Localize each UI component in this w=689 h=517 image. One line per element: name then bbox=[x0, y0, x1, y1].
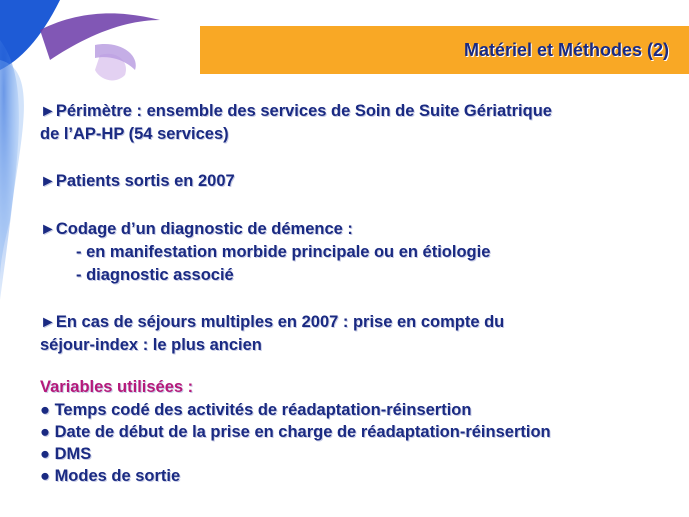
sejours-line-1 bbox=[40, 313, 504, 332]
sejours-text-1: En cas de séjours multiples en 2007 : prise en compte du bbox=[55, 313, 505, 331]
list-item bbox=[40, 423, 551, 442]
arrow-icon: ► bbox=[40, 173, 56, 190]
perimetre-text-1: Périmètre : ensemble des services de Soin de Suite Gériatrique bbox=[55, 102, 552, 120]
perimetre-line-1 bbox=[40, 102, 552, 121]
sejours-line-2: séjour-index : le plus ancien bbox=[40, 336, 262, 354]
bullet-icon: ● bbox=[40, 445, 50, 463]
list-item bbox=[40, 445, 91, 464]
perimetre-line-2: de l’AP-HP (54 services) bbox=[40, 125, 229, 143]
codage-item-2: - diagnostic associé bbox=[76, 266, 234, 284]
variable-item-4: Modes de sortie bbox=[54, 467, 181, 485]
bullet-icon: ● bbox=[40, 401, 50, 419]
codage-text-1: Codage d’un diagnostic de démence : bbox=[55, 220, 353, 238]
arrow-icon: ► bbox=[40, 221, 56, 238]
patients-text: Patients sortis en 2007 bbox=[55, 172, 235, 190]
bullet-icon: ● bbox=[40, 467, 50, 485]
list-item bbox=[40, 467, 180, 486]
variable-item-3: DMS bbox=[54, 445, 92, 463]
patients-line bbox=[40, 172, 235, 191]
arrow-icon: ► bbox=[40, 314, 56, 331]
variable-item-1: Temps codé des activités de réadaptation-réinsertion bbox=[54, 401, 472, 419]
codage-item-1: - en manifestation morbide principale ou en étiologie bbox=[76, 243, 491, 261]
codage-line-1 bbox=[40, 220, 353, 239]
arrow-icon: ► bbox=[40, 103, 56, 120]
variable-item-2: Date de début de la prise en charge de réadaptation-réinsertion bbox=[54, 423, 551, 441]
bullet-icon: ● bbox=[40, 423, 50, 441]
list-item bbox=[40, 401, 471, 420]
variables-heading: Variables utilisées : bbox=[40, 378, 194, 396]
slide-title: Matériel et Méthodes (2) bbox=[463, 40, 669, 60]
